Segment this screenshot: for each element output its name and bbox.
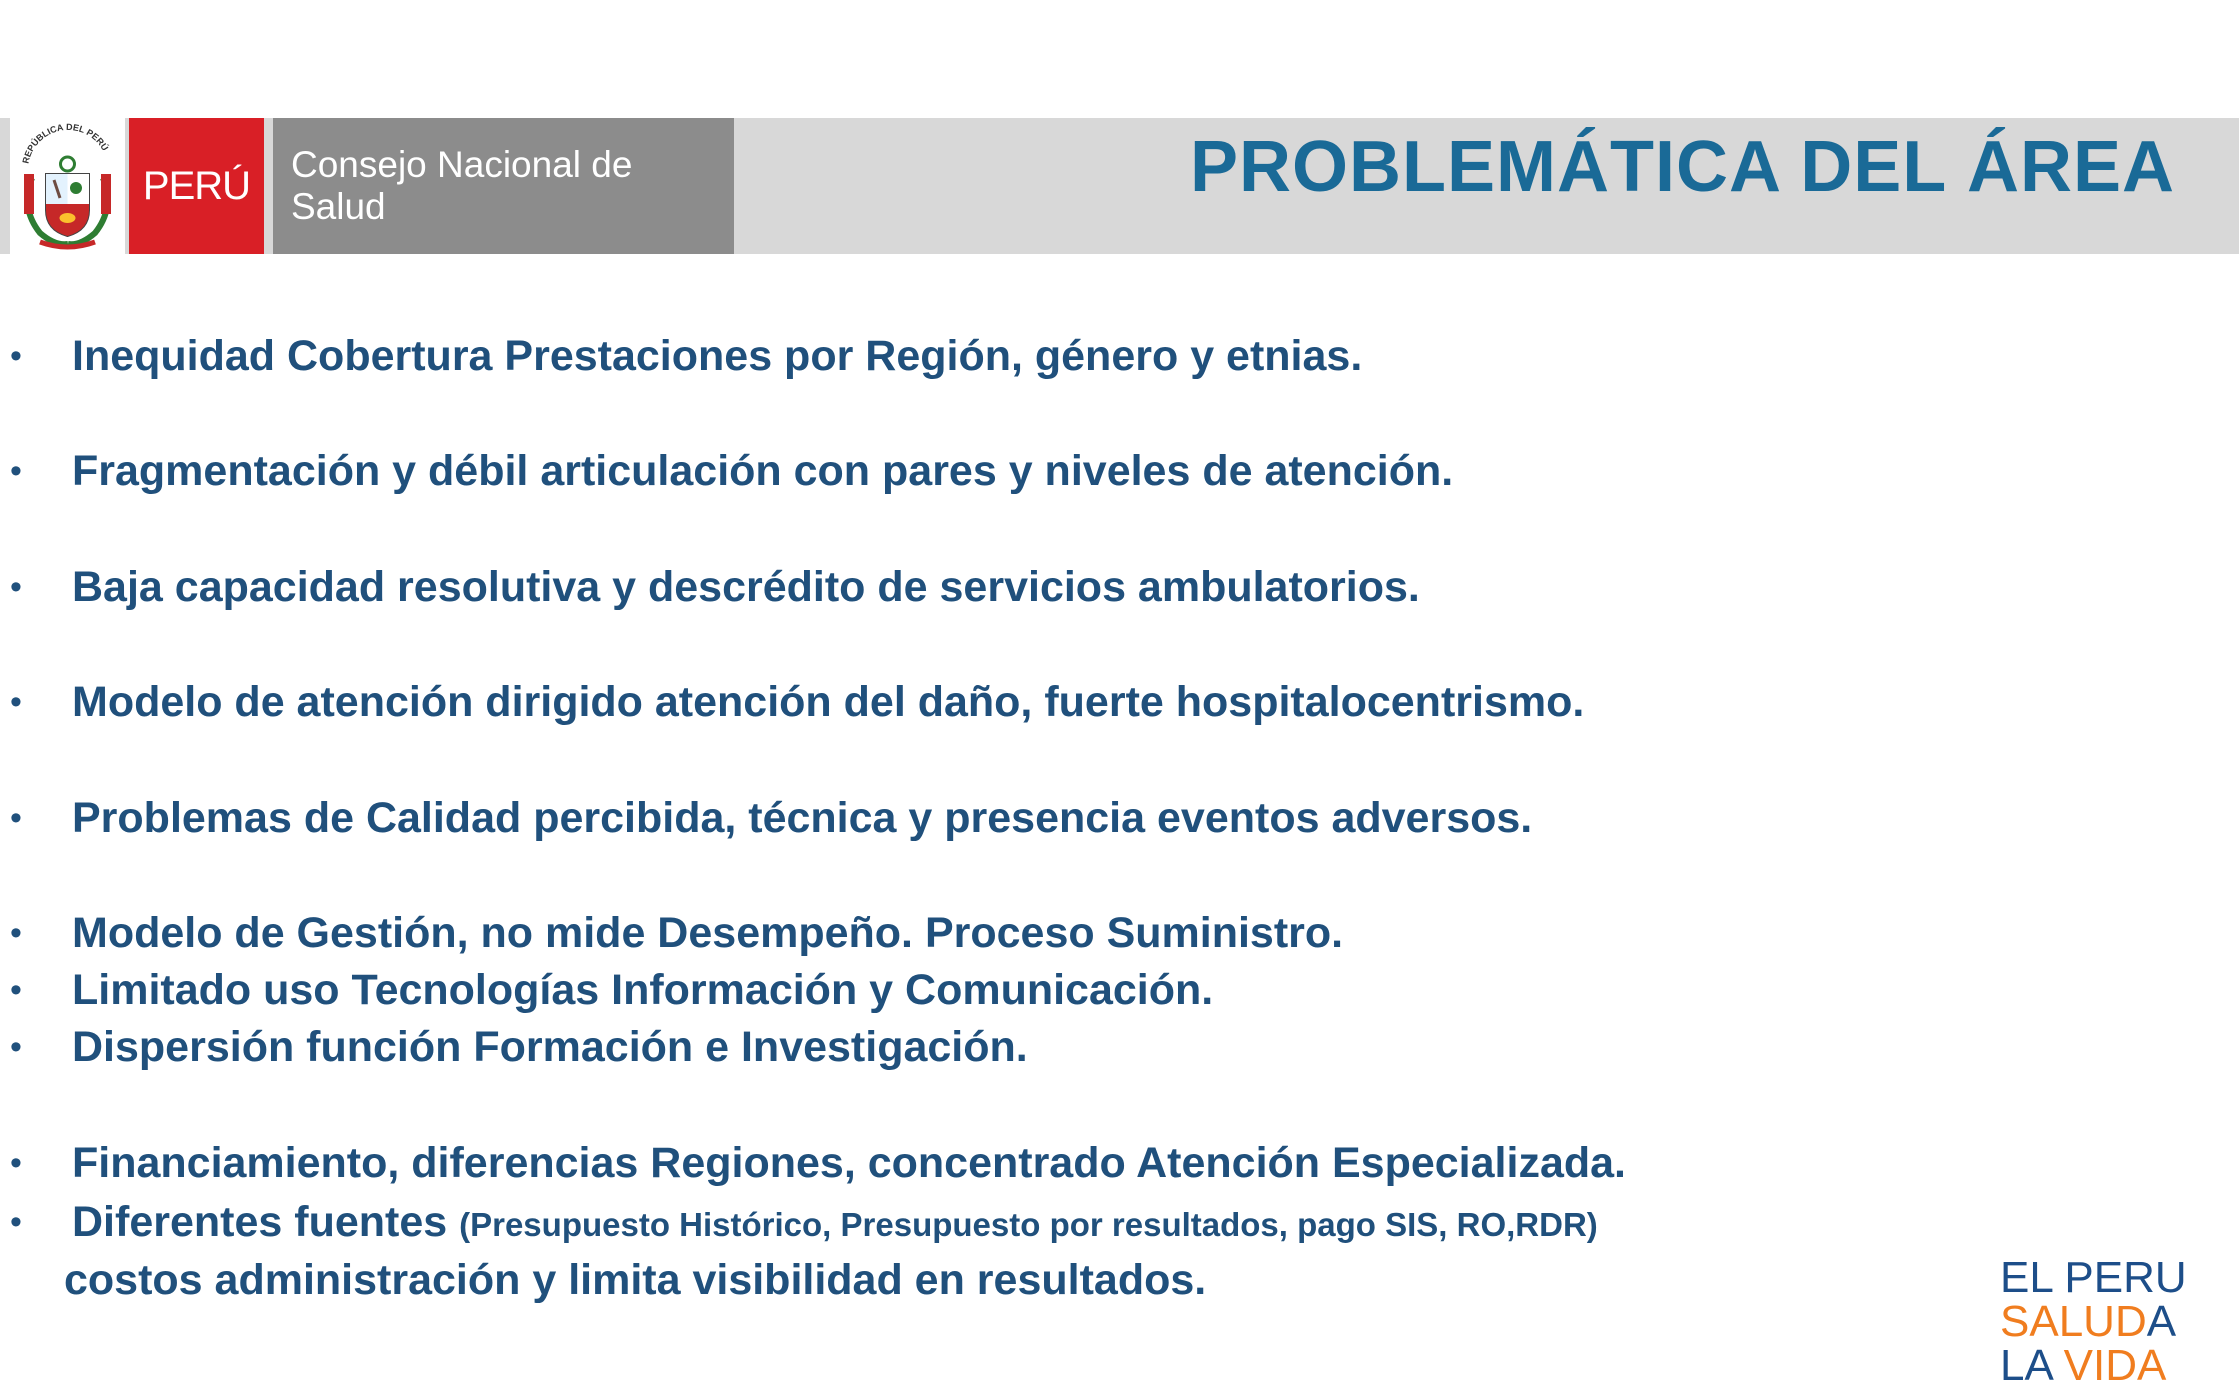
slogan-logo [2000, 1253, 2220, 1390]
list-item [8, 1021, 1028, 1073]
bullet-icon: • [10, 452, 22, 490]
list-item-text: Financiamiento, diferencias Regiones, concentrado Atención Especializada. [72, 1139, 1626, 1187]
list-item [8, 676, 1584, 728]
slogan-line-1: EL PERU [2000, 1253, 2187, 1302]
list-item-text: Limitado uso Tecnologías Información y Comunicación. [72, 966, 1214, 1014]
slogan-line-3-orange: VIDA [2063, 1341, 2167, 1390]
list-item [8, 445, 1453, 497]
org-name: Consejo Nacional de Salud [291, 144, 633, 227]
list-item-continuation: costos administración y limita visibilidad en resultados. [64, 1256, 1207, 1304]
slogan-line-2-orange: SALUD [2000, 1297, 2147, 1346]
bullet-icon: • [10, 1203, 22, 1241]
slogan-line-3-blue: LA [2000, 1341, 2064, 1390]
page-title: PROBLEMÁTICA DEL ÁREA [1189, 127, 2175, 207]
coat-of-arms-icon [10, 118, 125, 254]
list-item [8, 1137, 1626, 1189]
coat-of-arms-logo [10, 118, 125, 254]
bullet-icon: • [10, 337, 22, 375]
list-item-text: Modelo de Gestión, no mide Desempeño. Proceso Suministro. [72, 909, 1344, 957]
list-item [8, 330, 1362, 382]
bullet-icon: • [10, 568, 22, 606]
list-item-text: Dispersión función Formación e Investigación. [72, 1023, 1028, 1071]
list-item [8, 561, 1420, 613]
list-item [8, 1196, 1598, 1251]
bullet-icon: • [10, 683, 22, 721]
slogan-line-2-blue: A [2146, 1297, 2177, 1346]
list-item-text: Inequidad Cobertura Prestaciones por Región, género y etnias. [72, 332, 1363, 380]
bullet-icon: • [10, 799, 22, 837]
list-item-text: Diferentes fuentes [72, 1198, 460, 1246]
bullet-icon: • [10, 914, 22, 952]
list-item-text: Fragmentación y débil articulación con pares y niveles de atención. [72, 447, 1454, 495]
list-item-text: Problemas de Calidad percibida, técnica y presencia eventos adversos. [72, 794, 1533, 842]
peru-label: PERÚ [142, 163, 251, 208]
org-logo [273, 118, 734, 254]
bullet-icon: • [10, 1028, 22, 1066]
bullet-icon: • [10, 1144, 22, 1182]
list-item-text: Baja capacidad resolutiva y descrédito de servicios ambulatorios. [72, 563, 1420, 611]
list-item-text: Modelo de atención dirigido atención del daño, fuerte hospitalocentrismo. [72, 678, 1585, 726]
slogan-line-2 [2000, 1297, 2220, 1346]
peru-logo [129, 118, 264, 254]
slogan-line-3 [2000, 1341, 2220, 1390]
list-item-note: (Presupuesto Histórico, Presupuesto por resultados, pago SIS, RO,RDR) [459, 1206, 1598, 1243]
bullet-icon: • [10, 971, 22, 1009]
list-item [8, 964, 1213, 1016]
emblem-text: REPÚBLICA DEL PERÚ [20, 121, 111, 165]
list-item [8, 792, 1532, 844]
list-item [8, 907, 1343, 959]
